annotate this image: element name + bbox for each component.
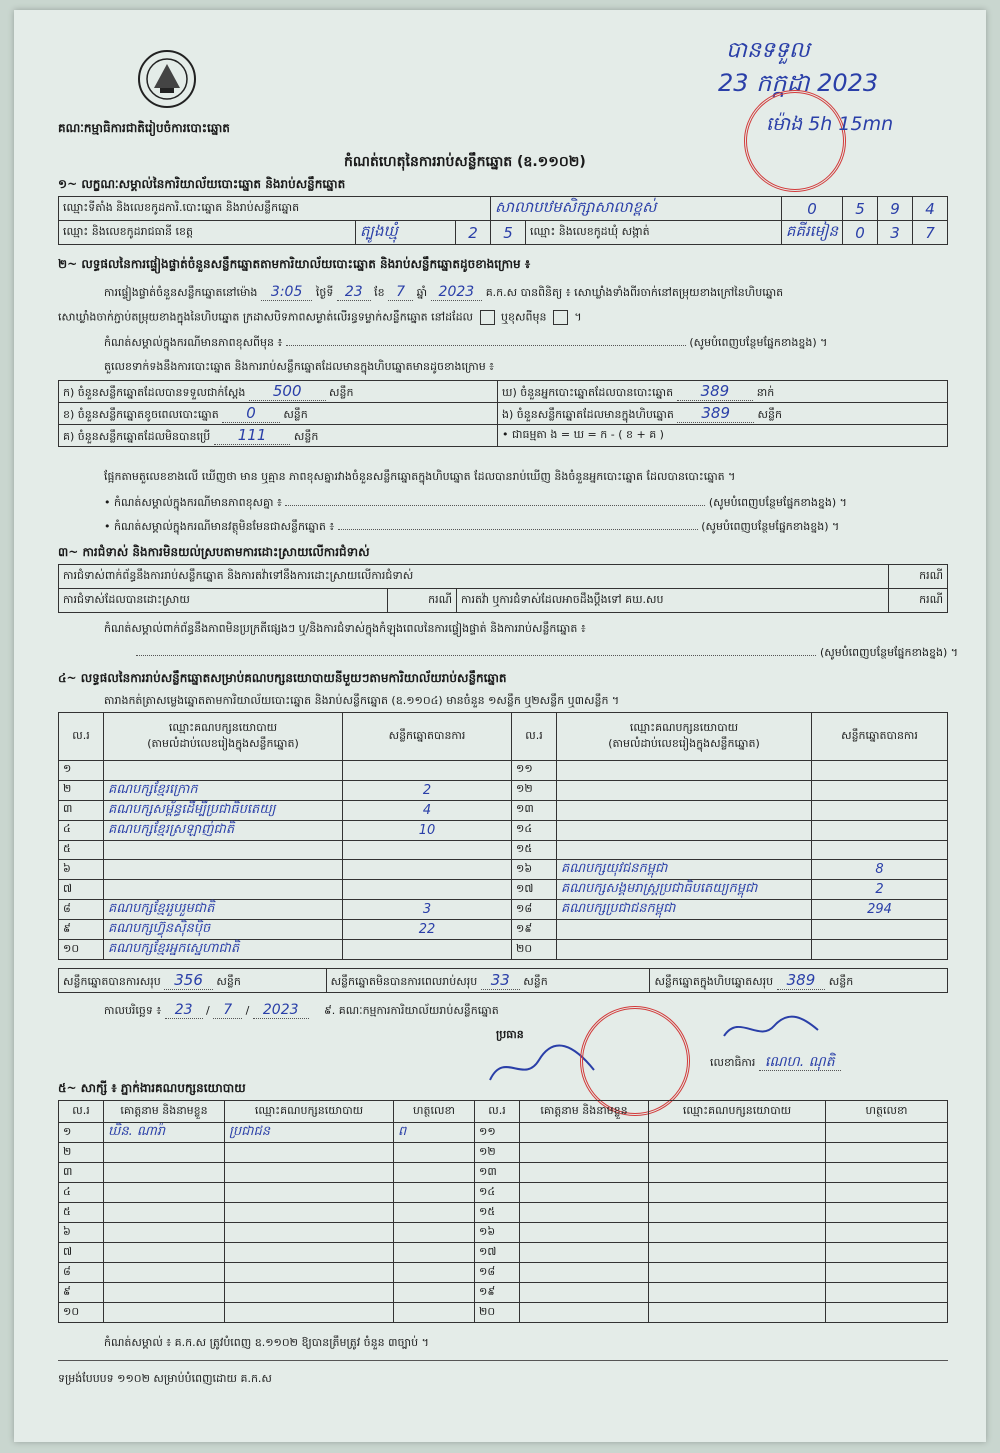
commune-label: ឈ្មោះ និងលេខកូដឃុំ សង្កាត់ (526, 221, 782, 245)
col-party-title: ឈ្មោះគណបក្សនយោបាយ (629, 720, 739, 734)
party-name: គណបក្សយុវជនកម្ពុជា (557, 860, 812, 880)
verify-line-text: ការផ្ទៀងផ្ទាត់ចំនួនសន្លឹកឆ្នោតនៅម៉ោង (104, 286, 258, 299)
table-row (59, 840, 948, 860)
witness-name (520, 1183, 649, 1203)
date-year: 2023 (253, 1002, 309, 1019)
witness-party (225, 1183, 394, 1203)
total-invalid-label: សន្លឹកឆ្នោតមិនបានការពេលរាប់សរុប (330, 974, 478, 988)
remark-label: កំណត់សម្គាល់ក្នុងករណីមានភាពខុសពីមុន ៖ (104, 336, 283, 349)
office-value: សាលាបឋមសិក្សាសាលាខ្ពស់ (491, 197, 782, 221)
table-row (59, 1303, 948, 1323)
office-code-digit: 9 (878, 197, 913, 221)
vote-count (343, 860, 512, 880)
witness-party (649, 1183, 826, 1203)
witness-name (520, 1203, 649, 1223)
table-row (59, 1263, 948, 1283)
table-row (59, 1283, 948, 1303)
total-box-label: សន្លឹកឆ្នោតក្នុងហិបឆ្នោតសរុប (654, 974, 774, 988)
witness-signature (394, 1143, 475, 1163)
vote-count (812, 780, 948, 800)
count-value-b: 0 (222, 404, 280, 423)
section2-heading: ២~ លទ្ធផលនៃការផ្ទៀងផ្ទាត់ចំនួនសន្លឹកឆ្នោតតាមការិយាល័យបោះឆ្នោត និងរាប់សន្លឹកឆ្នោតដូចខាងក្រោម ៖ (58, 257, 531, 271)
witness-name (520, 1243, 649, 1263)
row-number: ១៩ (475, 1283, 520, 1303)
witness-party (649, 1263, 826, 1283)
or-not-label: ឬខុសពីមុន (501, 310, 547, 324)
results-totals (58, 968, 948, 993)
total-unit: សន្លឹក (828, 974, 854, 988)
row-number: ១៣ (475, 1163, 520, 1183)
row-number: ៥ (59, 840, 104, 860)
witness-signature (394, 1163, 475, 1183)
witness-name (104, 1243, 225, 1263)
witness-table (58, 1100, 948, 1323)
count-value-d: 389 (677, 382, 754, 401)
row-number: ១៤ (512, 820, 557, 840)
received-seal (744, 90, 846, 192)
row-number: ១៥ (512, 840, 557, 860)
received-note: បានទទួល (726, 38, 810, 63)
row-number: ១៣ (512, 800, 557, 820)
compare-line (104, 470, 964, 486)
party-name (557, 920, 812, 940)
count-label-c: គ) ចំនួនសន្លឹកឆ្នោតដែលមិនបានប្រើ (63, 429, 211, 443)
col-name: គោត្តនាម និងនាមខ្លួន (520, 1101, 649, 1123)
party-name: គណបក្សខ្មែរស្រឡាញ់ជាតិ (104, 820, 343, 840)
witness-party (225, 1303, 394, 1323)
count-unit: សន្លឹក (283, 407, 308, 421)
witness-name: ឃិន. ណារ៉ា (104, 1123, 225, 1143)
vote-count (812, 920, 948, 940)
signing-date: កាលបរិច្ឆេទ ៖ 23 / 7 / 2023 ៩. គណៈកម្មការការិយាល័យរាប់សន្លឹកឆ្នោត (104, 1002, 499, 1018)
col-name: គោត្តនាម និងនាមខ្លួន (104, 1101, 225, 1123)
witness-name (104, 1283, 225, 1303)
col-no: ល.រ (512, 713, 557, 761)
section3-heading: ៣~ ការជំទាស់ និងការមិនយល់ស្របតាមការដោះស្រាយលើការជំទាស់ (58, 545, 370, 559)
objection-unit: ករណី (388, 589, 457, 613)
witness-signature (394, 1263, 475, 1283)
objection-row-2: ការជំទាស់ដែលបានដោះស្រាយ (59, 589, 388, 613)
col-party-sub: (តាមលំដាប់លេខរៀងក្នុងសន្លឹកឆ្នោត) (147, 736, 299, 750)
party-name (104, 860, 343, 880)
count-value-c: 111 (214, 426, 291, 445)
footnote: កំណត់សម្គាល់ ៖ គ.ក.ស ត្រូវបំពេញ ឧ.១១០២ ឱ្យបានត្រឹមត្រូវ ចំនួន ៣ច្បាប់ ។ (104, 1336, 429, 1349)
section1-heading: ១~ លក្ខណៈសម្គាល់នៃការិយាល័យបោះឆ្នោត និងរាប់សន្លឹកឆ្នោត (58, 177, 346, 191)
row-number: ១១ (475, 1123, 520, 1143)
remark-diff-blank[interactable] (285, 505, 705, 506)
total-valid-label: សន្លឹកឆ្នោតបានការសរុប (63, 974, 161, 988)
remark-nonballot-line (104, 520, 964, 536)
witness-signature (394, 1203, 475, 1223)
party-name: គណបក្សខ្មែរក្រោក (104, 780, 343, 800)
office-code-digit: 4 (913, 197, 948, 221)
province-code-digit: 5 (491, 221, 526, 245)
witness-name (104, 1263, 225, 1283)
counts-intro: តួលេខទាក់ទងនឹងការបោះឆ្នោត និងការរាប់សន្លឹកឆ្នោតដែលមានក្នុងហិបឆ្នោតមានដូចខាងក្រោម ៖ (104, 360, 495, 373)
vote-count: 4 (343, 800, 512, 820)
total-invalid-value: 33 (481, 971, 520, 990)
witness-party (649, 1123, 826, 1143)
col-no: ល.រ (475, 1101, 520, 1123)
party-name (557, 800, 812, 820)
witness-party (649, 1243, 826, 1263)
witness-signature (826, 1243, 948, 1263)
remark-blank[interactable] (286, 345, 686, 346)
witness-signature (394, 1183, 475, 1203)
witness-signature (394, 1223, 475, 1243)
count-label-e: ង) ចំនួនសន្លឹកឆ្នោតដែលមានក្នុងហិបឆ្នោត (502, 407, 674, 421)
formula-note: • ជាធម្មតា ង = ឃ = ក - ( ខ + គ ) (502, 427, 664, 441)
row-number: ៧ (59, 1243, 104, 1263)
row-number: ៤ (59, 820, 104, 840)
row-number: ១២ (475, 1143, 520, 1163)
party-name: គណបក្សហ៊្វុនស៊ិនប៉ិច (104, 920, 343, 940)
vote-count (343, 840, 512, 860)
party-name (557, 940, 812, 960)
table-row (59, 1183, 948, 1203)
row-number: ១៦ (512, 860, 557, 880)
count-unit: សន្លឹក (329, 385, 354, 399)
witness-name (104, 1143, 225, 1163)
table-row (59, 820, 948, 840)
received-time: ម៉ោង 5h 15mn (766, 113, 894, 135)
witness-party (225, 1243, 394, 1263)
witness-name (104, 1303, 225, 1323)
witness-name (104, 1183, 225, 1203)
witness-signature (394, 1303, 475, 1323)
witness-signature (394, 1243, 475, 1263)
col-party: ឈ្មោះគណបក្សនយោបាយ (225, 1101, 394, 1123)
vote-count: 22 (343, 920, 512, 940)
vote-count (343, 940, 512, 960)
witness-name (520, 1303, 649, 1323)
verify-month: 7 (388, 284, 413, 301)
witness-signature (394, 1283, 475, 1303)
witness-party (225, 1203, 394, 1223)
col-no: ល.រ (59, 713, 104, 761)
province-label: ឈ្មោះ និងលេខកូដរាជធានី ខេត្ត (59, 221, 356, 245)
row-number: ១២ (512, 780, 557, 800)
chair-label: ប្រធាន (496, 1028, 524, 1041)
received-date: 23 កក្កដា 2023 (718, 69, 879, 97)
vote-count (812, 800, 948, 820)
unchanged-checkbox[interactable] (480, 310, 495, 325)
month-label: ខែ (374, 286, 385, 299)
row-number: ៦ (59, 1223, 104, 1243)
party-name (557, 761, 812, 781)
row-number: ១៥ (475, 1203, 520, 1223)
witness-party (225, 1283, 394, 1303)
row-number: ១០ (59, 1303, 104, 1323)
fill-note: (សូមបំពេញបន្ថែមផ្នែកខាងខ្នង) ។ (708, 496, 847, 509)
col-party: ឈ្មោះគណបក្សនយោបាយ (649, 1101, 826, 1123)
row-number: ២ (59, 780, 104, 800)
col-sign: ហត្ថលេខា (394, 1101, 475, 1123)
col-no: ល.រ (59, 1101, 104, 1123)
office-identity-table (58, 196, 948, 245)
witness-signature (826, 1223, 948, 1243)
count-unit: សន្លឹក (757, 407, 782, 421)
witness-name (520, 1283, 649, 1303)
row-number: ៩ (59, 1283, 104, 1303)
table-row (59, 920, 948, 940)
irregularity-remark (104, 622, 964, 638)
witness-signature (826, 1203, 948, 1223)
witness-party (649, 1283, 826, 1303)
table-row (59, 900, 948, 920)
day-label: ថ្ងៃទី (315, 286, 334, 299)
vote-count (343, 761, 512, 781)
vote-count (812, 820, 948, 840)
secretary-label: លេខាធិការ (710, 1056, 756, 1069)
party-name: គណបក្សខ្មែររួបរួមជាតិ (104, 900, 343, 920)
witness-party (225, 1163, 394, 1183)
witness-name (104, 1223, 225, 1243)
remark-line (104, 336, 954, 352)
witness-signature (826, 1263, 948, 1283)
section4-heading: ៤~ លទ្ធផលនៃការរាប់សន្លឹកឆ្នោតសម្រាប់គណបក្សនយោបាយនីមួយៗតាមការិយាល័យរាប់សន្លឹកឆ្នោត (58, 671, 507, 685)
table-row (59, 880, 948, 900)
witness-party (649, 1303, 826, 1323)
witness-party (225, 1143, 394, 1163)
table-row (59, 1143, 948, 1163)
verify-day: 23 (337, 284, 371, 301)
col-votes: សន្លឹកឆ្នោតបានការ (343, 713, 512, 761)
witness-name (104, 1163, 225, 1183)
vote-count (812, 940, 948, 960)
vote-count: 2 (812, 880, 948, 900)
date-month: 7 (213, 1002, 242, 1019)
col-party-title: ឈ្មោះគណបក្សនយោបាយ (168, 720, 278, 734)
nec-emblem (136, 48, 198, 110)
commune-value: គគីរមៀន (781, 221, 842, 245)
table-row (59, 860, 948, 880)
office-label: ឈ្មោះទីតាំង និងលេខកូដការិ.បោះឆ្នោត និងរាប់សន្លឹកឆ្នោត (59, 197, 491, 221)
date-day: 23 (165, 1002, 203, 1019)
table-row (59, 780, 948, 800)
count-value-e: 389 (677, 404, 754, 423)
vote-count (812, 840, 948, 860)
row-number: ៨ (59, 900, 104, 920)
objections-table (58, 564, 948, 613)
witness-party (649, 1163, 826, 1183)
row-number: ៧ (59, 880, 104, 900)
verify-line-end: គ.ក.ស បានពិនិត្យ ៖ សោឃ្លាំងទាំងពីរចាក់នៅតម្រុយខាងក្រៅនៃហិបឆ្នោត (485, 286, 784, 299)
count-unit: នាក់ (756, 385, 775, 399)
col-sign: ហត្ថលេខា (826, 1101, 948, 1123)
row-number: ១ (59, 1123, 104, 1143)
commune-code-digit: 7 (913, 221, 948, 245)
party-results-table (58, 712, 948, 960)
witness-name (520, 1223, 649, 1243)
objection-row-3: ការតវ៉ា ឬការជំទាស់ដែលអាចដឹងប្តឹងទៅ គឃ.សប (457, 589, 889, 613)
irregularity-remark-line2 (58, 646, 958, 662)
vote-count: 2 (343, 780, 512, 800)
objection-unit: ករណី (889, 565, 948, 589)
witness-name (520, 1123, 649, 1143)
row-number: ១៨ (512, 900, 557, 920)
col-votes: សន្លឹកឆ្នោតបានការ (812, 713, 948, 761)
fill-note: (សូមបំពេញបន្ថែមផ្នែកខាងខ្នង) ។ (819, 646, 958, 659)
report-title: កំណត់ហេតុនៃការរាប់សន្លឹកឆ្នោត (ឧ.១១០២) (344, 154, 586, 170)
office-code-digit: 5 (843, 197, 878, 221)
witness-signature (826, 1283, 948, 1303)
verify-year: 2023 (431, 284, 483, 301)
fill-note: (សូមបំពេញបន្ថែមផ្នែកខាងខ្នង) ។ (701, 520, 840, 533)
party-name (104, 880, 343, 900)
vote-count (343, 880, 512, 900)
count-label-a: ក) ចំនួនសន្លឹកឆ្នោតដែលបានទទួលជាក់ស្តែង (63, 385, 246, 399)
fill-note: (សូមបំពេញបន្ថែមផ្នែកខាងខ្នង) ។ (689, 336, 828, 349)
row-number: ២០ (512, 940, 557, 960)
row-number: ២ (59, 1143, 104, 1163)
remark-diff-label: • កំណត់សម្គាល់ក្នុងករណីមានភាពខុសគ្នា ៖ (104, 496, 282, 509)
row-number: ៣ (59, 1163, 104, 1183)
tally-sheet-note: តារាងកត់ត្រាសម្លេងឆ្នោតតាមការិយាល័យបោះឆ្នោត និងរាប់សន្លឹកឆ្នោត (ឧ.១១០៤) មានចំនួន ១សន្លឹក ឬ២សន្លឹក ឬ៣សន្លឹក ។ (104, 694, 620, 707)
party-name: គណបក្សសង្គមរាស្ត្រប្រជាធិបតេយ្យកម្ពុជា (557, 880, 812, 900)
table-row (59, 1123, 948, 1143)
witness-party (225, 1263, 394, 1283)
commune-code-digit: 0 (843, 221, 878, 245)
table-row (59, 940, 948, 960)
col-party (104, 713, 343, 761)
witness-party (225, 1223, 394, 1243)
province-code-digit: 2 (456, 221, 491, 245)
witness-signature (826, 1123, 948, 1143)
table-row (59, 761, 948, 781)
witness-signature (826, 1143, 948, 1163)
witness-party (649, 1143, 826, 1163)
secretary-signature (714, 1008, 824, 1048)
witness-party (649, 1223, 826, 1243)
vote-count: 294 (812, 900, 948, 920)
table-row (59, 1223, 948, 1243)
commune-code-digit: 3 (878, 221, 913, 245)
witness-party: ប្រជាជន (225, 1123, 394, 1143)
province-value: ត្បូងឃ្មុំ (356, 221, 456, 245)
row-number: ២០ (475, 1303, 520, 1323)
party-name (557, 780, 812, 800)
vote-count (812, 761, 948, 781)
col-party-sub: (តាមលំដាប់លេខរៀងក្នុងសន្លឹកឆ្នោត) (608, 736, 760, 750)
report-page (14, 10, 986, 1442)
witness-name (520, 1263, 649, 1283)
party-name: គណបក្សខ្មែរអ្នកស្នេហាជាតិ (104, 940, 343, 960)
row-number: ១១ (512, 761, 557, 781)
total-box-value: 389 (777, 971, 826, 990)
witness-signature (826, 1303, 948, 1323)
changed-checkbox[interactable] (553, 310, 568, 325)
total-valid-value: 356 (164, 971, 213, 990)
witness-name (104, 1203, 225, 1223)
section5-heading: ៥~ សាក្សី ៖ ភ្នាក់ងារគណបក្សនយោបាយ (58, 1081, 246, 1095)
party-name: គណបក្សប្រជាជនកម្ពុជា (557, 900, 812, 920)
total-unit: សន្លឹក (216, 974, 241, 988)
vote-count: 8 (812, 860, 948, 880)
count-unit: សន្លឹក (293, 429, 319, 443)
row-number: ១៦ (475, 1223, 520, 1243)
ballot-counts-table (58, 380, 948, 447)
witness-signature (826, 1163, 948, 1183)
row-number: ១៧ (512, 880, 557, 900)
objection-unit: ករណី (889, 589, 948, 613)
committee-label: ៩. គណៈកម្មការការិយាល័យរាប់សន្លឹកឆ្នោត (324, 1004, 499, 1017)
irregularity-remark-text: កំណត់សម្គាល់ពាក់ព័ន្ធនឹងភាពមិនប្រក្រតីផ្សេងៗ ឬ/និងការជំទាស់ក្នុងកំឡុងពេលនៃការផ្ទៀងផ្ទាត់ និងការរាប់សន្លឹកឆ្នោត ៖ (104, 622, 586, 635)
row-number: ១០ (59, 940, 104, 960)
row-number: ៤ (59, 1183, 104, 1203)
party-name (104, 840, 343, 860)
remark-nonballot-label: • កំណត់សម្គាល់ក្នុងករណីមានវត្ថុមិនមែនជាសន្លឹកឆ្នោត ៖ (104, 520, 335, 533)
col-party (557, 713, 812, 761)
row-number: ១៧ (475, 1243, 520, 1263)
row-number: ៦ (59, 860, 104, 880)
table-row (59, 1163, 948, 1183)
party-name: គណបក្សសម្ព័ន្ធដើម្បីប្រជាធិបតេយ្យ (104, 800, 343, 820)
authority-name: គណៈកម្មាធិការជាតិរៀបចំការបោះឆ្នោត (58, 121, 230, 135)
witness-party (649, 1203, 826, 1223)
witness-signature (826, 1183, 948, 1203)
verify-line-2: សោឃ្លាំងចាក់ភ្ជាប់តម្រុយខាងក្នុងនៃហិបឆ្នោត ក្រដាសបិទភាពសម្ងាត់លើរន្ធទម្លាក់សន្លឹកឆ្នោត នៅដដែល ឬខុសពីមុន ។ (58, 310, 582, 324)
row-number: ៩ (59, 920, 104, 940)
witness-name (520, 1143, 649, 1163)
row-number: ៨ (59, 1263, 104, 1283)
row-number: ១៩ (512, 920, 557, 940)
witness-name (520, 1163, 649, 1183)
verify-line-1 (104, 284, 954, 302)
count-value-a: 500 (249, 382, 326, 401)
party-name (104, 761, 343, 781)
secretary-line (710, 1052, 841, 1073)
table-row (59, 1243, 948, 1263)
table-row (59, 800, 948, 820)
count-label-b: ខ) ចំនួនសន្លឹកឆ្នោតខូចពេលបោះឆ្នោត (63, 407, 219, 421)
verify-time: 3:05 (261, 284, 312, 301)
row-number: ១៤ (475, 1183, 520, 1203)
row-number: ៣ (59, 800, 104, 820)
verify-line-2-text: សោឃ្លាំងចាក់ភ្ជាប់តម្រុយខាងក្នុងនៃហិបឆ្នោត ក្រដាសបិទភាពសម្ងាត់លើរន្ធទម្លាក់សន្លឹកឆ្នោត នៅដដែល (58, 310, 474, 324)
year-label: ឆ្នាំ (416, 286, 428, 299)
party-name (557, 840, 812, 860)
witness-signature: ព (394, 1123, 475, 1143)
form-footer: ទម្រង់បែបបទ ១១០២ សម្រាប់បំពេញដោយ គ.ក.ស (58, 1372, 272, 1385)
footer-rule (58, 1360, 948, 1361)
count-label-d: ឃ) ចំនួនអ្នកបោះឆ្នោតដែលបានបោះឆ្នោត (502, 385, 674, 399)
row-number: ៥ (59, 1203, 104, 1223)
row-number: ១ (59, 761, 104, 781)
irregularity-blank[interactable] (136, 655, 816, 656)
objection-row-1: ការជំទាស់ពាក់ព័ន្ធនឹងការរាប់សន្លឹកឆ្នោត និងការតវ៉ាទៅនឹងការដោះស្រាយលើការជំទាស់ (59, 565, 889, 589)
party-name (557, 820, 812, 840)
vote-count: 3 (343, 900, 512, 920)
date-label: កាលបរិច្ឆេទ ៖ (104, 1004, 162, 1017)
total-unit: សន្លឹក (523, 974, 548, 988)
compare-line-text: ផ្អែកតាមតួលេខខាងលើ ឃើញថា មាន ឬគ្មាន ភាពខុសគ្នារវាងចំនួនសន្លឹកឆ្នោតក្នុងហិបឆ្នោត ដែលបានរាប់ឃើញ និងចំនួនអ្នកបោះឆ្នោត ដែលបានបោះឆ្នោត ។ (104, 470, 736, 483)
vote-count: 10 (343, 820, 512, 840)
secretary-name: ណេហ. ណុតិ (759, 1054, 841, 1071)
table-row (59, 1203, 948, 1223)
row-number: ១៨ (475, 1263, 520, 1283)
remark-diff-line (104, 496, 964, 512)
remark-nonballot-blank[interactable] (338, 529, 698, 530)
office-code-digit: 0 (781, 197, 842, 221)
